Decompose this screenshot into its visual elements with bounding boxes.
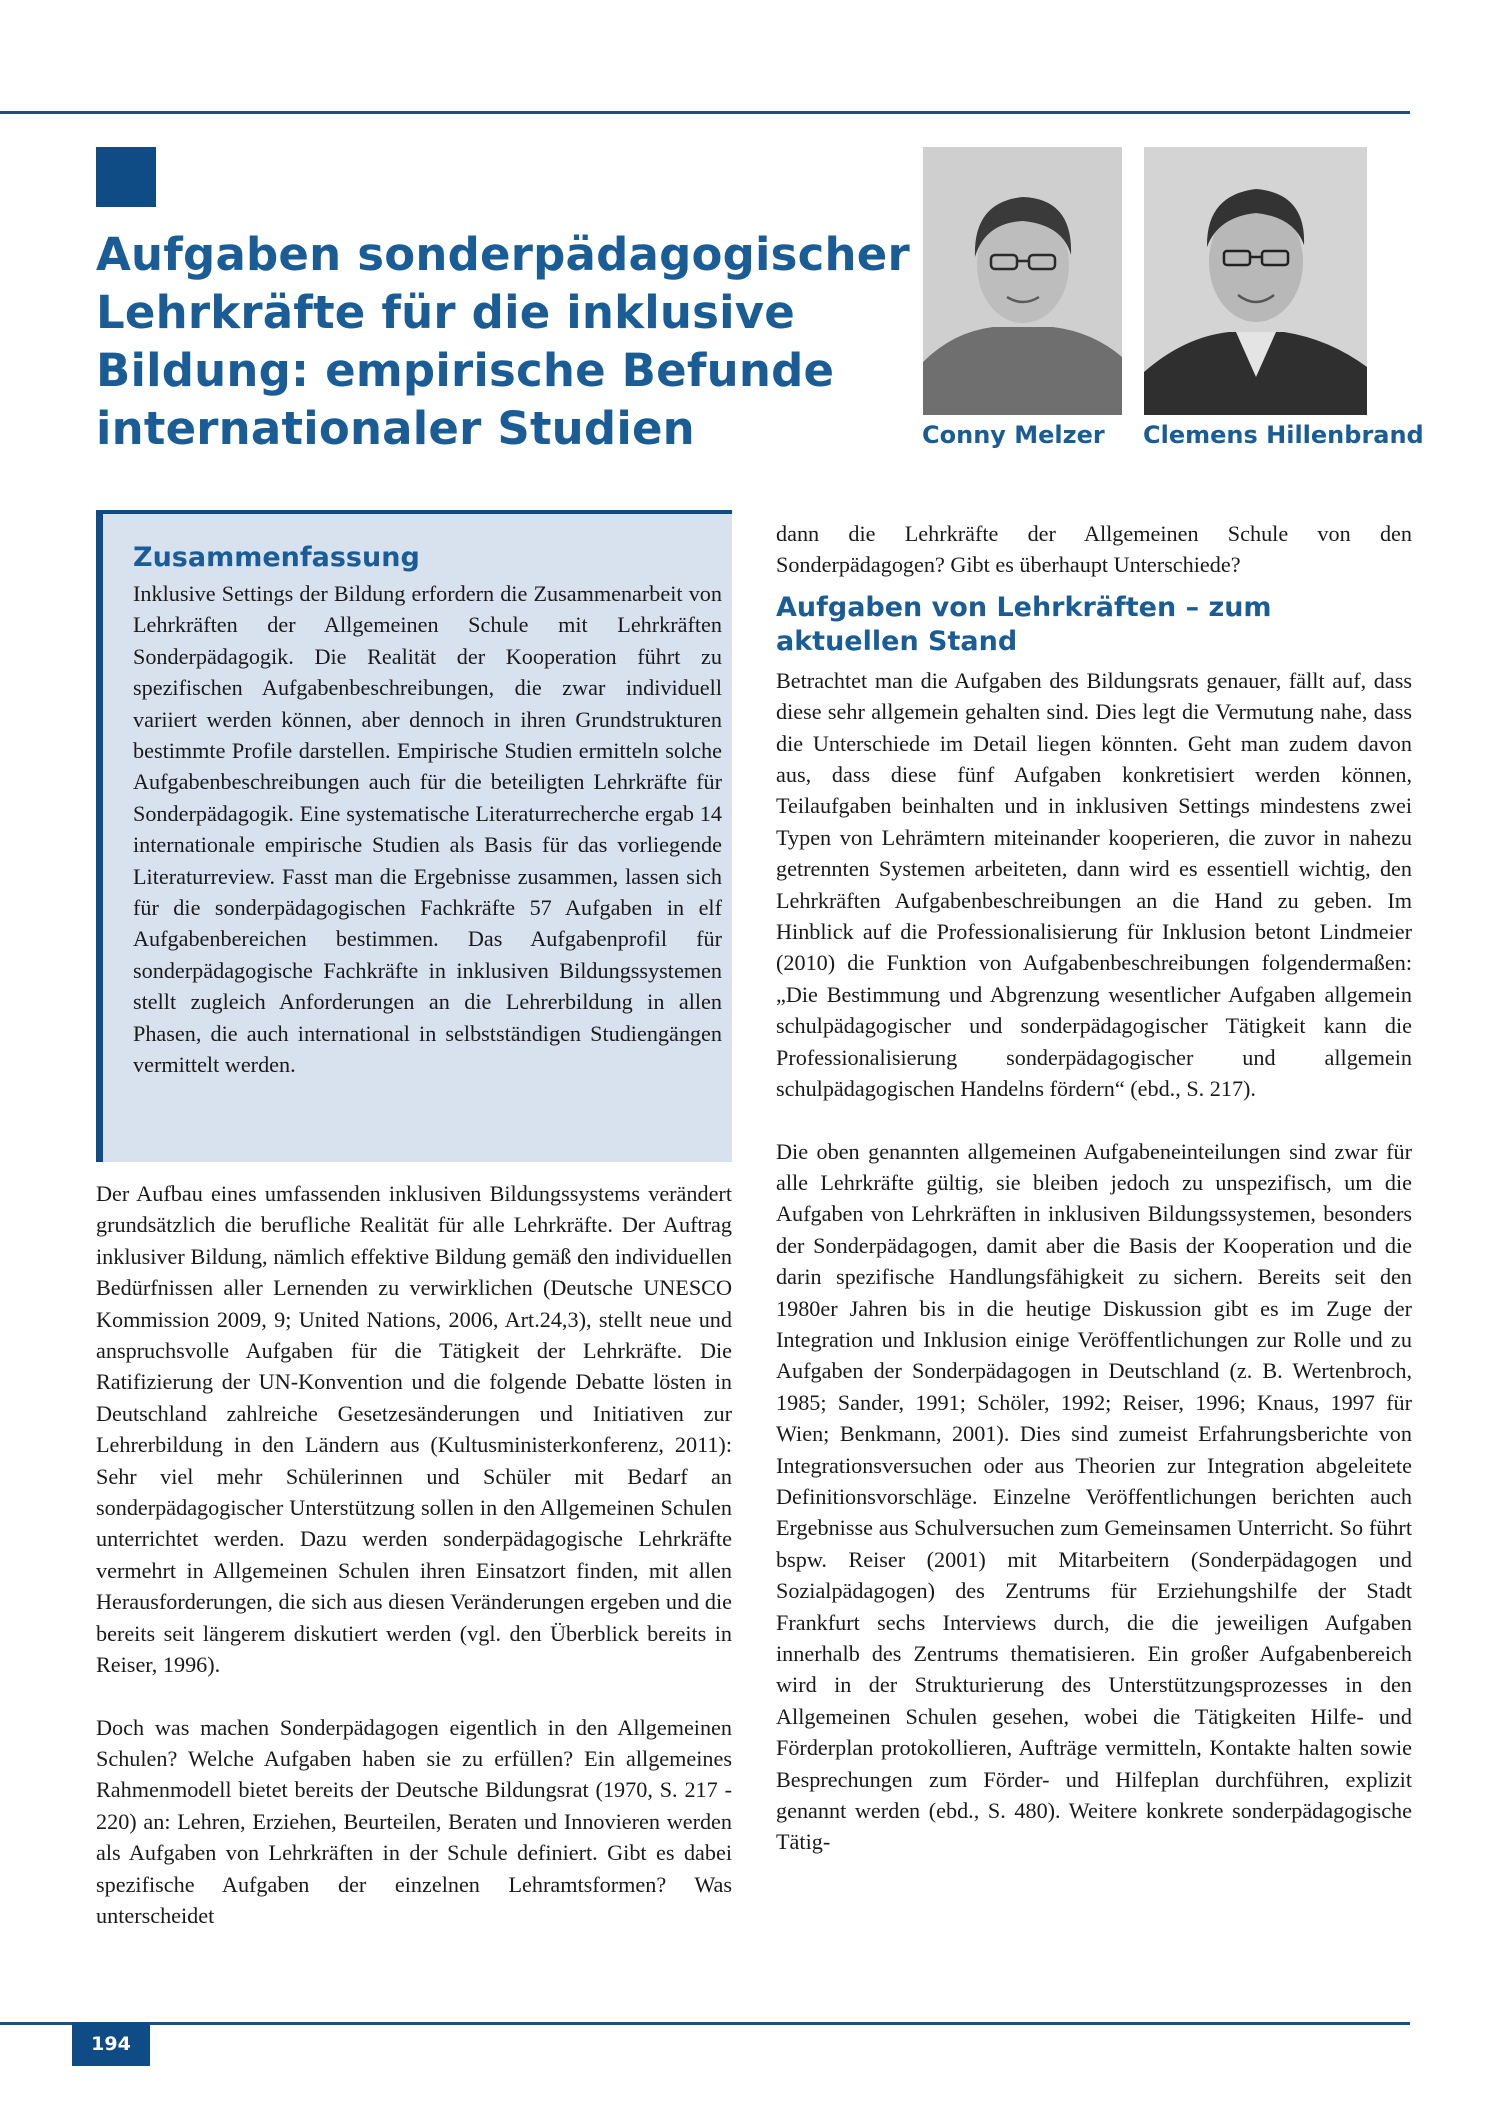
title-marker-square [96, 147, 156, 207]
article-title: Aufgaben sonderpädagogischer Lehrkräfte für die inklusive Bildung: empirische Befunde internationaler Studien [96, 228, 910, 455]
top-rule [0, 111, 1410, 114]
author-name-melzer: Conny Melzer [922, 421, 1105, 449]
abstract-text: Inklusive Settings der Bildung erfordern die Zusammenarbeit von Lehrkräften der Allgemeinen Schule mit Lehrkräften Sonderpädagogik. Die Realität der Kooperation führt zu spezifischen Aufgabenbeschreibungen, die zwar individuell variiert werden können, aber dennoch in ihren Grundstrukturen bestimmte Profile darstellen. Empirische Studien ermitteln solche Aufgabenbeschreibungen auch für die beteiligten Lehrkräfte für Sonderpädagogik. Eine systematische Literaturrecherche ergab 14 internationale empirische Studien als Basis für das vorliegende Literaturreview. Fasst man die Ergebnisse zusammen, lassen sich für die sonderpädagogischen Fachkräfte 57 Aufgaben in elf Aufgabenbereichen bestimmen. Das Aufgabenprofil für sonderpädagogische Fachkräfte in inklusiven Bildungssystemen stellt zugleich Anforderungen an die Lehrerbildung in allen Phasen, die auch international in selbstständigen Studiengängen vermittelt werden. [133, 581, 722, 1078]
author-photo-melzer [923, 147, 1122, 415]
author-photo-hillenbrand [1144, 147, 1367, 415]
author-name-hillenbrand: Clemens Hillenbrand [1143, 421, 1424, 449]
section-heading: Aufgaben von Lehrkräften – zum aktuellen Stand [776, 591, 1272, 657]
right-column [776, 518, 1412, 1858]
body-paragraph: Die oben genannten allgemeinen Aufgabeneinteilungen sind zwar für alle Lehrkräfte gültig, sie bleiben jedoch zu unspezifisch, um die Aufgaben von Lehrkräften in inklusiven Bildungssystemen, besonders der Sonderpädagogen, damit aber die Basis der Kooperation und die darin spezifische Handlungsfähigkeit zu sichern. Bereits seit den 1980er Jahren bis in die heutige Diskussion gibt es im Zuge der Integration und Inklusion einige Veröffentlichungen zur Rolle und zu Aufgaben der Sonderpädagogen in Deutschland (z. B. Wertenbroch, 1985; Sander, 1991; Schöler, 1992; Reiser, 1996; Knaus, 1997 für Wien; Benkmann, 2001). Dies sind zumeist Erfahrungsberichte von Integrationsversuchen oder aus Theorien zur Integration abgeleitete Definitionsvorschläge. Einzelne Veröffentlichungen berichten auch Ergebnisse aus Schulversuchen zum Gemeinsamen Unterricht. So führt bspw. Reiser (2001) mit Mitarbeitern (Sonderpädagogen und Sozialpädagogen) des Zentrums für Erziehungshilfe der Stadt Frankfurt sechs Interviews durch, die die jeweiligen Aufgaben innerhalb des Zentrums thematisieren. Ein großer Aufgabenbereich wird in der Strukturierung des Unterstützungsprozesses in den Allgemeinen Schulen gesehen, wobei die Tätigkeiten Hilfe- und Förderplan protokollieren, Aufträge vermitteln, Kontakte halten sowie Besprechungen zum Förder- und Hilfeplan durchführen, explizit genannt werden (ebd., S. 480). Weitere konkrete sonderpädagogische Tätig- [776, 1138, 1412, 1855]
left-column [96, 1178, 732, 1931]
abstract-heading: Zusammenfassung [133, 542, 420, 573]
abstract-box [96, 510, 732, 1162]
page-number: 194 [72, 2022, 150, 2066]
body-paragraph: Doch was machen Sonderpädagogen eigentlich in den Allgemeinen Schulen? Welche Aufgaben haben sie zu erfüllen? Ein allgemeines Rahmenmodell bietet bereits der Deutsche Bildungsrat (1970, S. 217 - 220) an: Lehren, Erziehen, Beurteilen, Beraten und Innovieren werden als Aufgaben von Lehrkräften in der Schule definiert. Gibt es dabei spezifische Aufgaben der einzelnen Lehramtsformen? Was unterscheidet [96, 1714, 732, 1928]
bottom-rule [0, 2022, 1410, 2025]
body-paragraph: Der Aufbau eines umfassenden inklusiven Bildungssystems verändert grundsätzlich die berufliche Realität für alle Lehrkräfte. Der Auftrag inklusiver Bildung, nämlich effektive Bildung gemäß den individuellen Bedürfnissen aller Lernenden zu verwirklichen (Deutsche UNESCO Kommission 2009, 9; United Nations, 2006, Art.24,3), stellt neue und anspruchsvolle Aufgaben für die Tätigkeit der Lehrkräfte. Die Ratifizierung der UN-Konvention und die folgende Debatte lösten in Deutschland zahlreiche Gesetzesänderungen und Initiativen zur Lehrerbildung in den Ländern aus (Kultusministerkonferenz, 2011): Sehr viel mehr Schülerinnen und Schüler mit Bedarf an sonderpädagogischer Unterstützung sollen in den Allgemeinen Schulen unterrichtet werden. Dazu werden sonderpädagogische Lehrkräfte vermehrt in Allgemeinen Schulen ihren Einsatzort finden, mit allen Herausforderungen, die sich aus diesen Veränderungen ergeben und die bereits seit längerem diskutiert werden (vgl. den Überblick bereits in Reiser, 1996). [96, 1181, 732, 1678]
body-paragraph: Betrachtet man die Aufgaben des Bildungsrats genauer, fällt auf, dass diese sehr allgemein gehalten sind. Dies legt die Vermutung nahe, dass die Unterschiede im Detail liegen könnten. Geht man zudem davon aus, dass diese fünf Aufgaben konkretisiert werden können, Teilaufgaben beinhalten und in inklusiven Settings mindestens zwei Typen von Lehrämtern miteinander kooperieren, die zuvor in nahezu getrennten Systemen arbeiteten, dann wird es essentiell wichtig, den Lehrkräften Aufgabenbeschreibungen an die Hand zu geben. Im Hinblick auf die Professionalisierung für Inklusion betont Lindmeier (2010) die Funktion von Aufgabenbeschreibungen folgendermaßen: „Die Bestimmung und Abgrenzung wesentlicher Aufgaben allgemein schulpädagogischer und sonderpädagogischer Tätigkeit kann die Professionalisierung sonderpädagogischer und allgemein schulpädagogischen Handelns fördern“ (ebd., S. 217). [776, 667, 1412, 1102]
body-paragraph: dann die Lehrkräfte der Allgemeinen Schule von den Sonderpädagogen? Gibt es überhaupt Unterschiede? [776, 521, 1412, 578]
